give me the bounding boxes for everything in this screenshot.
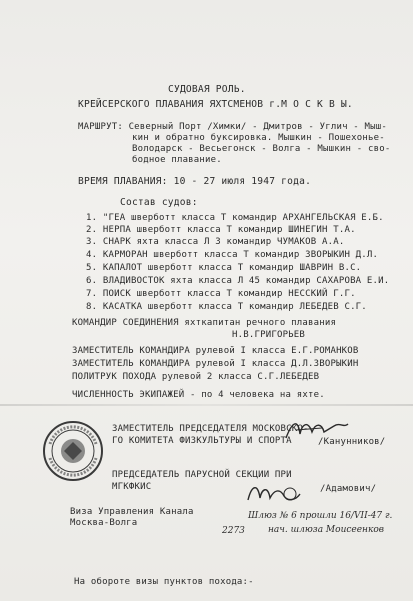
- signature-adamovich: [244, 478, 304, 508]
- route-line-4: бодное плавание.: [132, 155, 222, 165]
- signatory2-line-2: МГКФКИС: [112, 482, 152, 492]
- footer-note: На обороте визы пунктов похода:-: [74, 577, 254, 587]
- politruk-line: ПОЛИТРУК ПОХОДА рулевой 2 класса С.Г.ЛЕБЕДЕВ: [72, 372, 320, 382]
- route-line-1: МАРШРУТ: Северный Порт /Химки/ - Дмитров - Углич - Мыш-: [78, 122, 388, 132]
- handwritten-lock-signer: нач. шлюза Моисеенков: [268, 525, 385, 535]
- commander-line: КОМАНДИР СОЕДИНЕНИЯ яхткапитан речного плавания: [72, 318, 337, 328]
- paper-fold: [0, 404, 413, 406]
- period: ВРЕМЯ ПЛАВАНИЯ: 10 - 27 июля 1947 года.: [78, 176, 312, 187]
- round-stamp: [42, 420, 104, 482]
- ship-item: 3. СНАРК яхта класса Л 3 командир ЧУМАКОВ А.А.: [86, 237, 345, 247]
- ship-item: 8. КАСАТКА шверботт класса Т командир ЛЕБЕДЕВ С.Г.: [86, 302, 367, 312]
- ship-item: 6. ВЛАДИВОСТОК яхта класса Л 45 командир САХАРОВА Е.И.: [86, 276, 390, 286]
- visa-line-1: Виза Управления Канала: [70, 507, 194, 517]
- signatory1-line-1: ЗАМЕСТИТЕЛЬ ПРЕДСЕДАТЕЛЯ МОСКОВСКО-: [112, 424, 309, 434]
- signatory1-name: /Канунников/: [318, 437, 386, 447]
- deputy-line-1: ЗАМЕСТИТЕЛЬ КОМАНДИРА рулевой I класса Е.Г.РОМАНКОВ: [72, 346, 359, 356]
- ship-item: 7. ПОИСК шверботт класса Т командир НЕССКИЙ Г.Г.: [86, 289, 356, 299]
- signature-kanunnikov: [282, 414, 352, 444]
- deputy-line-2: ЗАМЕСТИТЕЛЬ КОМАНДИРА рулевой I класса Д.Л.ЗВОРЫКИН: [72, 359, 359, 369]
- doc-title: СУДОВАЯ РОЛЬ.: [168, 84, 246, 95]
- signatory2-name: /Адамович/: [320, 484, 377, 494]
- ship-item: 5. КАПАЛОТ шверботт класса Т командир ШАВРИН В.С.: [86, 263, 362, 273]
- route-line-3: Володарск - Весьегонск - Волга - Мышкин - сво-: [132, 144, 391, 154]
- signatory2-line-1: ПРЕДСЕДАТЕЛЬ ПАРУСНОЙ СЕКЦИИ ПРИ: [112, 470, 292, 480]
- ships-heading: Состав судов:: [120, 197, 198, 208]
- handwritten-number: 2273: [222, 526, 245, 536]
- signatory1-line-2: ГО КОМИТЕТА ФИЗКУЛЬТУРЫ И СПОРТА: [112, 436, 292, 446]
- doc-subtitle: КРЕЙСЕРСКОГО ПЛАВАНИЯ ЯХТСМЕНОВ г.М О С К В Ы.: [78, 99, 353, 110]
- ship-item: 2. НЕРПА шверботт класса Т командир ШИНЕГИН Т.А.: [86, 225, 356, 235]
- commander-name: Н.В.ГРИГОРЬЕВ: [232, 330, 306, 340]
- visa-line-2: Москва-Волга: [70, 518, 138, 528]
- ship-item: 4. КАРМОРАН шверботт класса Т командир ЗВОРЫКИН Д.Л.: [86, 250, 379, 260]
- ship-item: 1. "ГЕА шверботт класса Т командир АРХАНГЕЛЬСКАЯ Е.Б.: [86, 213, 384, 223]
- handwritten-lock-note: Шлюз № 6 прошли 16/VII-47 г.: [248, 511, 393, 521]
- crew-count: ЧИСЛЕННОСТЬ ЭКИПАЖЕЙ - по 4 человека на яхте.: [72, 390, 325, 400]
- route-line-2: кин и обратно буксировка. Мышкин - Пошехонье-: [132, 133, 385, 143]
